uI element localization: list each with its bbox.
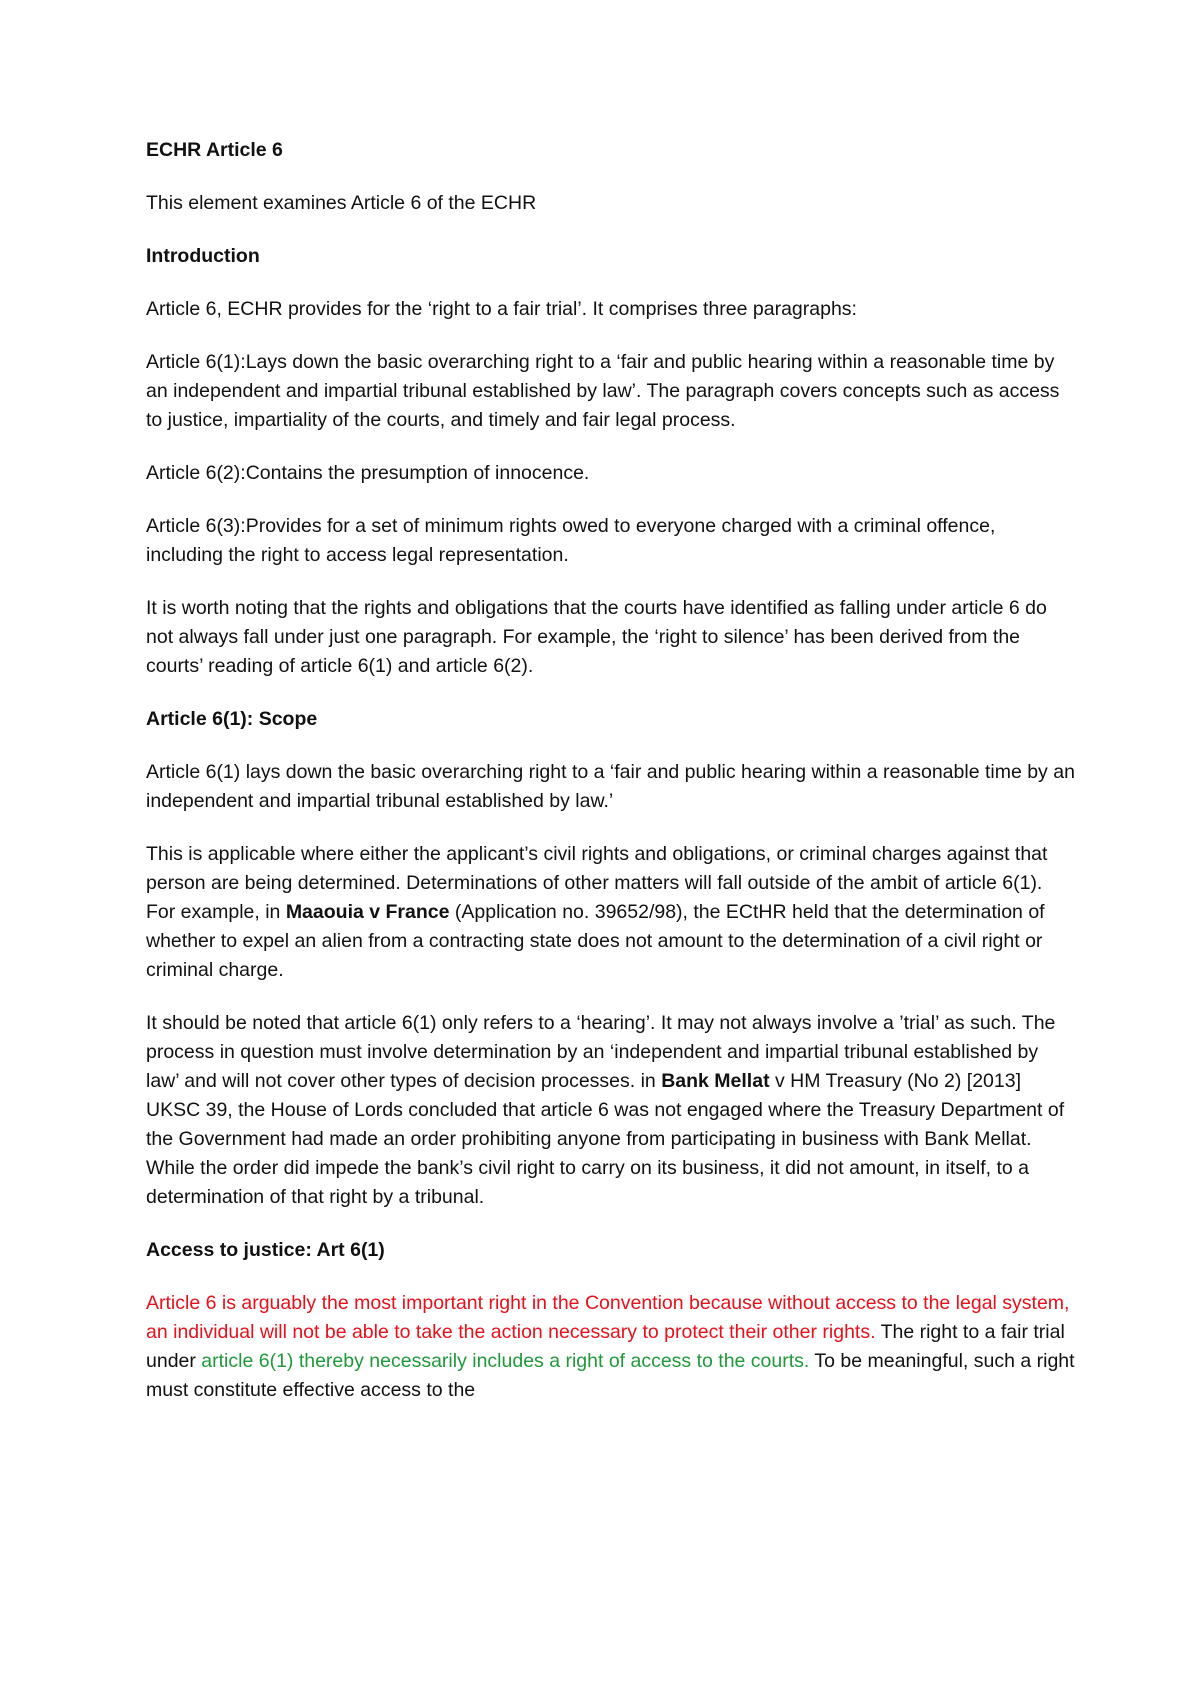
scope-heading: Article 6(1): Scope	[146, 708, 318, 730]
access-highlight-green: article 6(1) thereby necessarily includes a right of access to the courts.	[201, 1350, 810, 1372]
introduction-paragraph: Article 6, ECHR provides for the ‘right to a fair trial’. It comprises three paragraphs:	[146, 298, 857, 320]
hearing-paragraph	[146, 1009, 1076, 1212]
article-6-2-paragraph	[146, 459, 1076, 488]
access-plain-text-2: To be meaningful, such a right must constitute effective access to the	[146, 1350, 1075, 1401]
hearing-text-part-1: It should be noted that article 6(1) only refers to a ‘hearing’. It may not always involve a ’trial’ as such. The process in question must involve determination by an ‘independent and impartial tribunal established by law’ and will not cover other types of decision processes. in	[146, 1012, 1056, 1092]
document-page	[146, 136, 1076, 1429]
document-title: ECHR Article 6	[146, 139, 283, 161]
introduction-heading: Introduction	[146, 245, 260, 267]
article-6-1-paragraph	[146, 348, 1076, 435]
article-6-2-text: Contains the presumption of innocence.	[245, 462, 590, 484]
noting-paragraph: It is worth noting that the rights and obligations that the courts have identified as falling under article 6 do not always fall under just one paragraph. For example, the ‘right to silence’ has been derived from the courts’ reading of article 6(1) and article 6(2).	[146, 597, 1047, 677]
case-name-maaouia: Maaouia v France	[285, 901, 450, 923]
document-subtitle: This element examines Article 6 of the ECHR	[146, 192, 537, 214]
hearing-text-part-2: v HM Treasury (No 2) [2013] UKSC 39, the House of Lords concluded that article 6 was not engaged where the Treasury Department of the Government had made an order prohibiting anyone from participating in business with Bank Mellat. While the order did impede the bank’s civil right to carry on its business, it did not amount, in itself, to a determination of that right by a tribunal.	[146, 1070, 1065, 1208]
applicable-text-part-2: (Application no. 39652/98), the ECtHR held that the determination of whether to expel an alien from a contracting state does not amount to the determination of a civil right or criminal charge.	[146, 901, 1045, 981]
access-plain-text-1: The right to a fair trial under	[146, 1321, 1065, 1372]
article-6-3-text: Provides for a set of minimum rights owed to everyone charged with a criminal offence, including the right to access legal representation.	[146, 515, 996, 566]
article-6-1-label: Article 6(1):	[146, 351, 246, 373]
article-6-3-paragraph	[146, 512, 1076, 570]
case-name-bank-mellat: Bank Mellat	[661, 1070, 770, 1092]
access-to-justice-heading: Access to justice: Art 6(1)	[146, 1239, 385, 1261]
article-6-1-text: Lays down the basic overarching right to a ‘fair and public hearing within a reasonable time by an independent and impartial tribunal established by law’. The paragraph covers concepts such as access to justice, impartiality of the courts, and timely and fair legal process.	[146, 351, 1060, 431]
applicable-text-part-1: This is applicable where either the applicant’s civil rights and obligations, or criminal charges against that person are being determined. Determinations of other matters will fall outside of the ambit of article 6(1). For example, in	[146, 843, 1048, 923]
scope-paragraph: Article 6(1) lays down the basic overarching right to a ‘fair and public hearing within a reasonable time by an independent and impartial tribunal established by law.’	[146, 761, 1075, 812]
applicable-paragraph	[146, 840, 1076, 985]
article-6-3-label: Article 6(3):	[146, 515, 246, 537]
access-highlight-red: Article 6 is arguably the most important right in the Convention because without access to the legal system, an individual will not be able to take the action necessary to protect their other rights.	[146, 1292, 1070, 1343]
article-6-2-label: Article 6(2):	[146, 462, 246, 484]
access-to-justice-paragraph	[146, 1289, 1076, 1405]
